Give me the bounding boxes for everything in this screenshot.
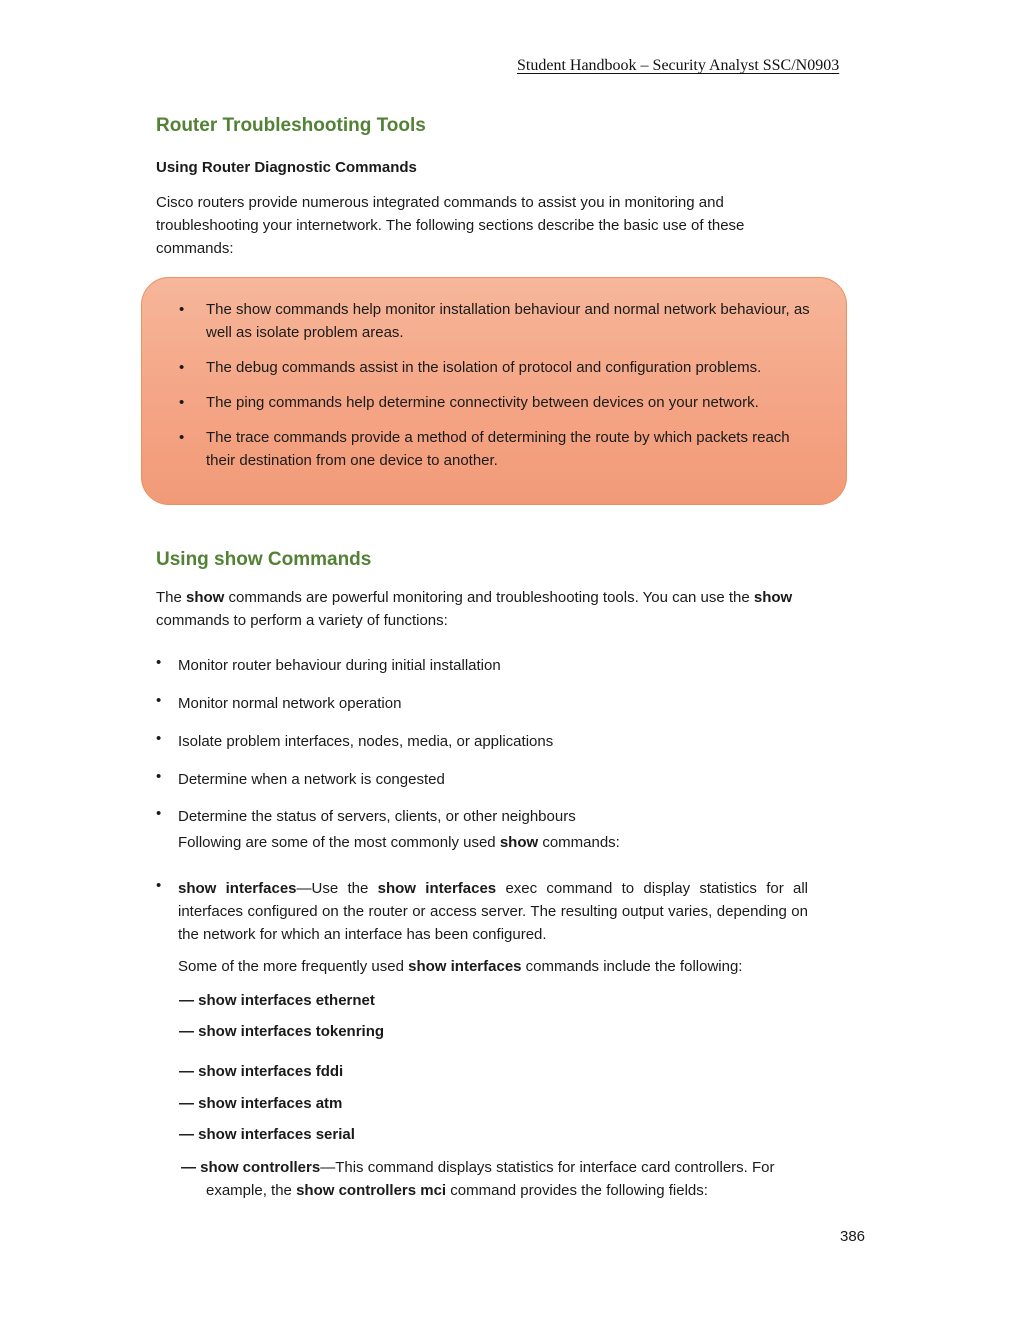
common-commands-intro: Following are some of the most commonly used show commands: (178, 834, 620, 851)
show-intro-paragraph: The show commands are powerful monitoring and troubleshooting tools. You can use the show commands to perform a variety of functions: (156, 589, 793, 629)
function-item: Isolate problem interfaces, nodes, media, or applications (178, 733, 554, 750)
callout-item-trace: The trace commands provide a method of determining the route by which packets reach their destination from one device to another. (206, 429, 790, 469)
show-controllers-paragraph: — show controllers—This command displays statistics for interface card controllers. For example, the show controllers mci command provides the following fields: (181, 1159, 775, 1199)
command-atm: — show interfaces atm (179, 1095, 343, 1112)
frequent-commands-intro: Some of the more frequently used show interfaces commands include the following: (178, 958, 743, 975)
function-item: Determine the status of servers, clients, or other neighbours (178, 808, 576, 825)
command-tokenring: — show interfaces tokenring (179, 1023, 385, 1040)
callout-box (141, 277, 847, 505)
callout-item-show: The show commands help monitor installation behaviour and normal network behaviour, as well as isolate problem areas. (206, 301, 810, 341)
page-number: 386 (840, 1228, 866, 1245)
section-title-router-tools: Router Troubleshooting Tools (156, 115, 426, 136)
function-item: Monitor router behaviour during initial installation (178, 657, 501, 674)
callout-item-debug: The debug commands assist in the isolation of protocol and configuration problems. (206, 359, 762, 376)
subtitle-diagnostic-commands: Using Router Diagnostic Commands (156, 159, 417, 176)
command-ethernet: — show interfaces ethernet (179, 992, 375, 1009)
callout-bullet: • (179, 394, 185, 411)
callout-bullet: • (179, 429, 185, 446)
list-bullet: • (156, 730, 162, 747)
list-bullet: • (156, 877, 162, 894)
function-item: Determine when a network is congested (178, 771, 445, 788)
running-header: Student Handbook – Security Analyst SSC/N0903 (517, 57, 840, 74)
list-bullet: • (156, 692, 162, 709)
intro-paragraph: Cisco routers provide numerous integrated commands to assist you in monitoring and troubleshooting your internetwork. The following sections describe the basic use of these commands: (156, 194, 745, 257)
function-item: Monitor normal network operation (178, 695, 402, 712)
show-interfaces-paragraph: show interfaces—Use the show interfaces exec command to display statistics for all interfaces configured on the router or access server. The resulting output varies, depending on the network for which an interface has been configured. (178, 880, 809, 943)
list-bullet: • (156, 805, 162, 822)
command-serial: — show interfaces serial (179, 1126, 355, 1143)
callout-item-ping: The ping commands help determine connectivity between devices on your network. (206, 394, 759, 411)
section-title-show-commands: Using show Commands (156, 549, 372, 570)
callout-bullet: • (179, 301, 185, 318)
list-bullet: • (156, 654, 162, 671)
command-fddi: — show interfaces fddi (179, 1063, 344, 1080)
list-bullet: • (156, 768, 162, 785)
callout-bullet: • (179, 359, 185, 376)
